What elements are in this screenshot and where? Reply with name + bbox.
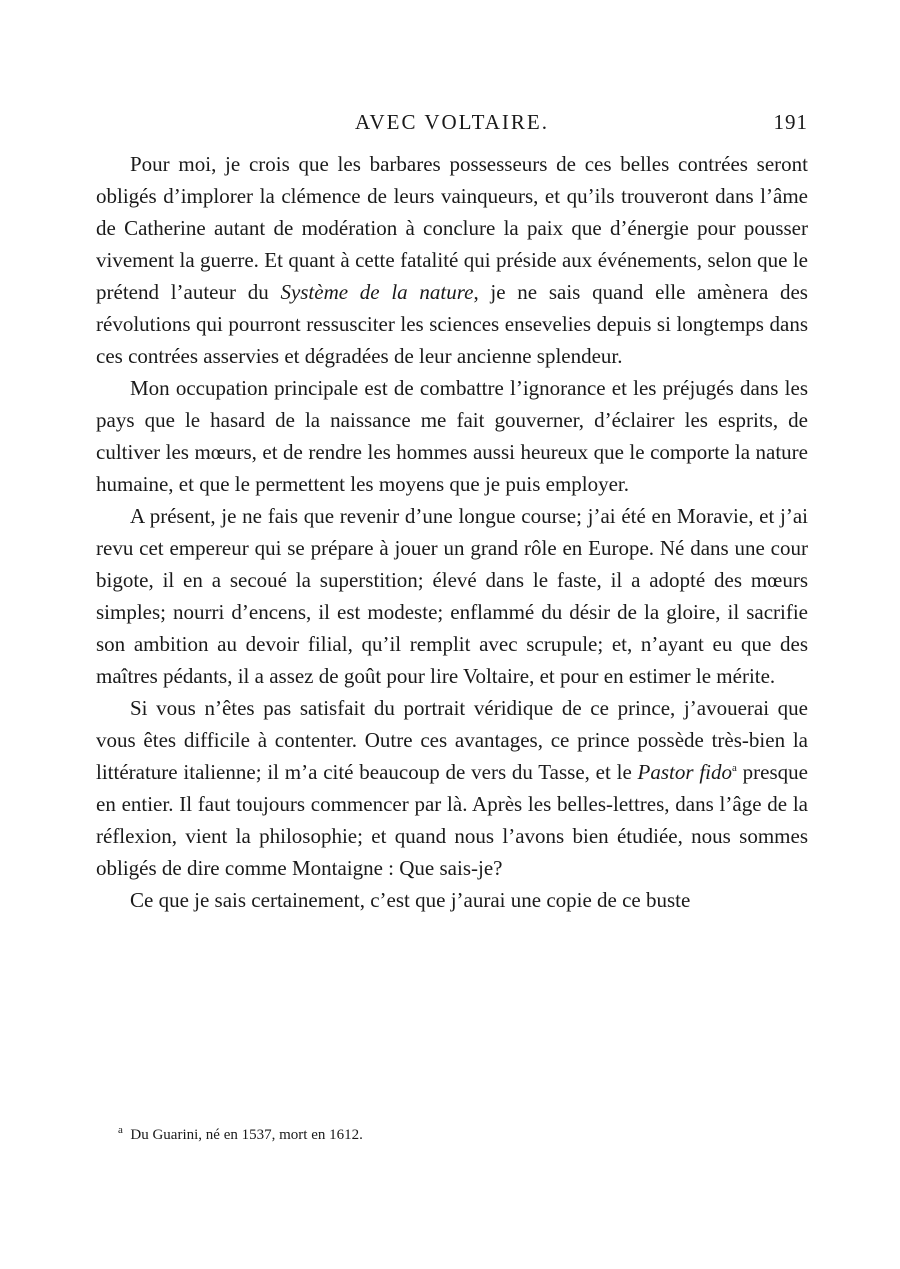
paragraph-4-text-end: presque en entier. Il faut toujours commencer par là. Après les belles-lettres, dans l’âge de la réflexion, vient la philosophie; et quand nous l’avons bien étudiée, nous sommes obligés de dire comme Montaigne : Que sais-je? [96,760,808,880]
footnote-marker: a [118,1124,123,1136]
footnote-reference: a [732,762,737,774]
paragraph-1 [96,148,808,372]
footnote-text: Du Guarini, né en 1537, mort en 1612. [130,1127,363,1143]
running-title: AVEC VOLTAIRE. [355,110,549,134]
paragraph-1-text-end: , je ne sais quand elle amènera des révolutions qui pourront ressusciter les sciences ensevelies depuis si longtemps dans ces contrées asservies et dégradées de leur ancienne splendeur. [96,280,808,368]
running-head [96,104,808,140]
book-title-systeme: Système de la nature [280,280,474,304]
page-number: 191 [773,110,808,134]
paragraph-2: Mon occupation principale est de combattre l’ignorance et les préjugés dans les pays que le hasard de la naissance me fait gouverner, d’éclairer les esprits, de cultiver les mœurs, et de rendre les hommes aussi heureux que le comporte la nature humaine, et que le permettent les moyens que je puis employer. [96,376,808,496]
footnote [118,1124,808,1146]
paragraph-3: A présent, je ne fais que revenir d’une longue course; j’ai été en Moravie, et j’ai revu cet empereur qui se prépare à jouer un grand rôle en Europe. Né dans une cour bigote, il en a secoué la superstition; élevé dans le faste, il a adopté des mœurs simples; nourri d’encens, il est modeste; enflammé du désir de la gloire, il sacrifie son ambition au devoir filial, qu’il remplit avec scrupule; et, n’ayant eu que des maîtres pédants, il a assez de goût pour lire Voltaire, et pour en estimer le mérite. [96,504,808,688]
book-title-pastor-fido: Pastor fido [637,760,733,784]
body-text [96,148,808,916]
paragraph-4-text: Si vous n’êtes pas satisfait du portrait véridique de ce prince, j’avouerai que vous êtes difficile à contenter. Outre ces avantages, ce prince possède très-bien la littérature italienne; il m’a cité beaucoup de vers du Tasse, et le [96,696,808,784]
paragraph-4 [96,692,808,884]
footnote-area [118,1124,808,1146]
paragraph-1-text: Pour moi, je crois que les barbares possesseurs de ces belles contrées seront obligés d’implorer la clémence de leurs vainqueurs, et qu’ils trouveront dans l’âme de Catherine autant de modération à conclure la paix que d’énergie pour pousser vivement la guerre. Et quant à cette fatalité qui préside aux événements, selon que le prétend l’auteur du [96,152,808,304]
paragraph-5: Ce que je sais certainement, c’est que j’aurai une copie de ce buste [130,888,691,912]
